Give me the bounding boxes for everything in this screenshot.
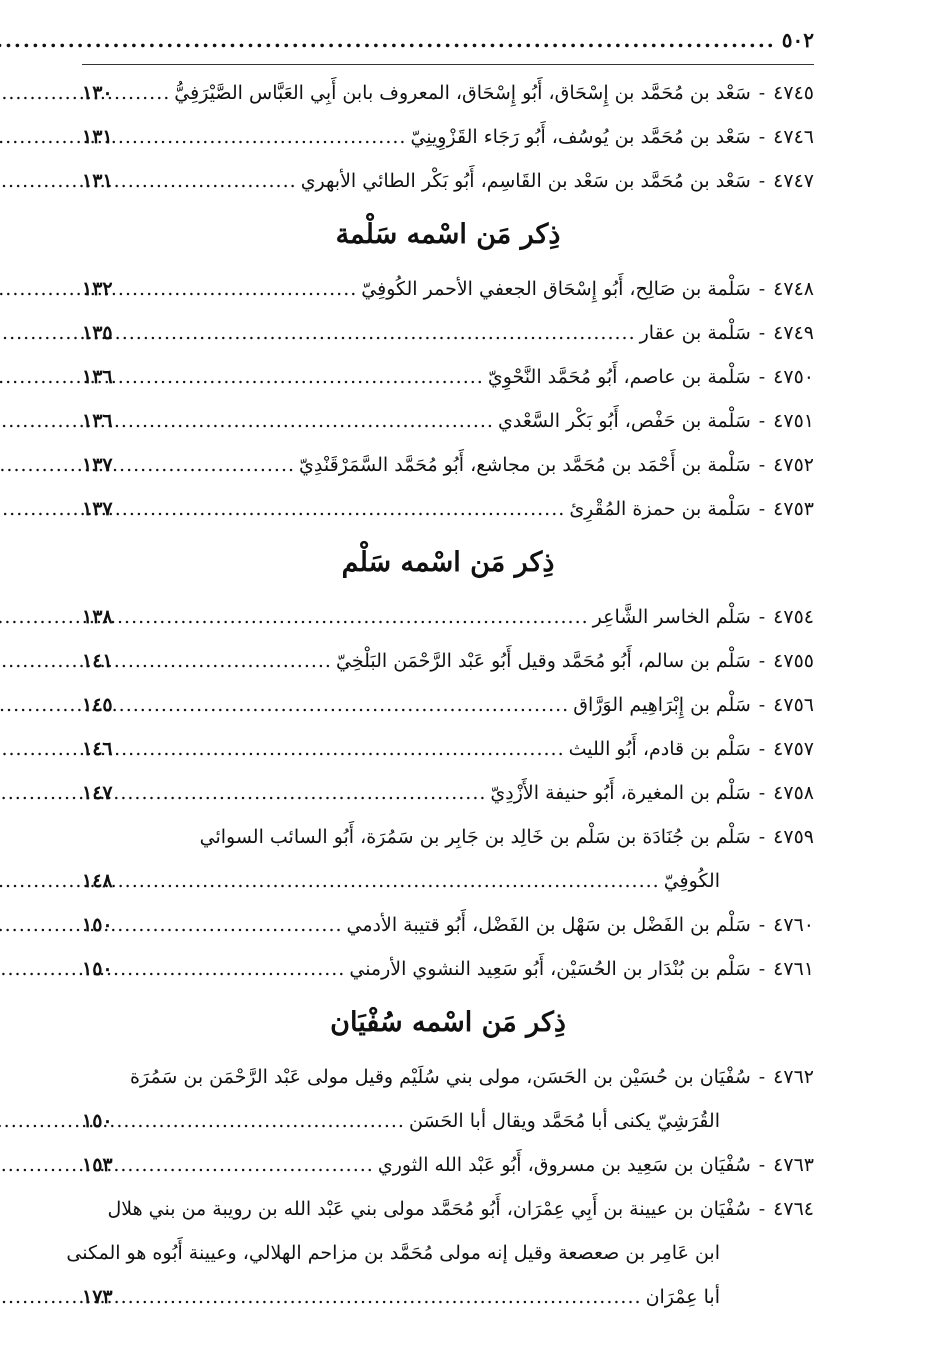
entry-page-number: ١٧٣ [82, 1286, 113, 1308]
entry-name: سُفْيَان بن سَعِيد بن مسروق، أَبُو عَبْد الله الثوري [377, 1154, 751, 1176]
index-entry [82, 815, 814, 859]
leader-dots [117, 355, 484, 399]
entry-number: ٤٧٤٦ [773, 126, 814, 148]
entry-name: سَلْمة بن عاصم، أَبُو مُحَمَّد النَّحْوِيّ [487, 366, 751, 388]
page-header [82, 28, 814, 65]
leader-dots [117, 1143, 374, 1187]
entry-dash: - [758, 170, 766, 192]
index-entry [82, 355, 814, 399]
entry-name: سَلْم بن الفَضْل بن سَهْل بن الفَضْل، أَبُو قتيبة الأدمي [346, 914, 751, 936]
entry-dash: - [758, 454, 766, 476]
index-entry [82, 443, 814, 487]
index-entry [82, 1055, 814, 1099]
index-entry [82, 639, 814, 683]
entry-number: ٤٧٥٩ [773, 826, 814, 848]
entry-dash: - [758, 410, 766, 432]
entry-number: ٤٧٤٨ [773, 278, 814, 300]
entry-name: سَلْم بن إِبْرَاهِيم الوَرَّاق [573, 694, 751, 716]
entry-dash: - [758, 1066, 766, 1088]
entry-name: سَعْد بن مُحَمَّد بن إِسْحَاق، أَبُو إِسْحَاق، المعروف بابن أَبِي العَبَّاس الصَّيْرَفِيُّ [174, 82, 751, 104]
entry-dash: - [758, 694, 766, 716]
entry-number: ٤٧٦١ [773, 958, 814, 980]
entry-number: ٤٧٤٧ [773, 170, 814, 192]
entry-dash: - [758, 606, 766, 628]
entry-page-number: ١٥٠ [82, 958, 113, 980]
entry-name: سَعْد بن مُحَمَّد بن سَعْد بن القَاسِم، أَبُو بَكْر الطائي الأبهري [300, 170, 751, 192]
entry-dash: - [758, 126, 766, 148]
entry-dash: - [758, 650, 766, 672]
entry-page-number: ١٣١ [82, 170, 113, 192]
leader-dots [117, 639, 332, 683]
entry-dash: - [758, 322, 766, 344]
page-number: ٥٠٢ [781, 28, 814, 52]
index-entry [82, 771, 814, 815]
entry-name: سُفْيَان بن حُسَيْن بن الحَسَن، مولى بني سُلَيْم وقيل مولى عَبْد الرَّحْمَن بن سَمُرَة [130, 1066, 751, 1088]
entry-number: ٤٧٦٠ [773, 914, 814, 936]
index-entry [82, 115, 814, 159]
index-entry-continuation [82, 1099, 814, 1143]
entry-page-number: ١٤١ [82, 650, 113, 672]
entry-name: سَلْم بن المغيرة، أَبُو حنيفة الأَزْدِيّ [490, 782, 751, 804]
leader-dots [117, 1275, 642, 1319]
entry-name-continued: القُرَشِيّ يكنى أبا مُحَمَّد ويقال أبا الحَسَن [408, 1110, 720, 1132]
leader-dots [117, 1099, 405, 1143]
leader-dots [117, 311, 636, 355]
entry-name: سَلْمة بن عقار [639, 322, 751, 344]
entry-name: سَلْم بن بُنْدَار بن الحُسَيْن، أَبُو سَعِيد النشوي الأرمني [349, 958, 751, 980]
index-entry [82, 311, 814, 355]
index-entry [82, 727, 814, 771]
leader-dots [117, 443, 295, 487]
entry-number: ٤٧٥٤ [773, 606, 814, 628]
entry-dash: - [758, 1198, 766, 1220]
entry-number: ٤٧٥٠ [773, 366, 814, 388]
entry-page-number: ١٣٠ [82, 82, 113, 104]
section-heading: ذِكر مَن اسْمه سَلْمة [335, 219, 561, 250]
leader-dots [117, 683, 570, 727]
entry-page-number: ١٣٧ [82, 498, 113, 520]
entry-number: ٤٧٥٢ [773, 454, 814, 476]
entry-name: سَلْمة بن أَحْمَد بن مُحَمَّد بن مجاشع، أَبُو مُحَمَّد السَّمَرْقَنْدِيّ [299, 454, 751, 476]
entry-number: ٤٧٥٦ [773, 694, 814, 716]
entry-page-number: ١٣٦ [82, 366, 113, 388]
entry-number: ٤٧٥٥ [773, 650, 814, 672]
entry-page-number: ١٤٥ [82, 694, 113, 716]
index-entry [82, 683, 814, 727]
index-entry [82, 1187, 814, 1231]
entry-page-number: ١٣٢ [82, 278, 113, 300]
entry-number: ٤٧٤٥ [773, 82, 814, 104]
entry-dash: - [758, 958, 766, 980]
leader-dots [117, 859, 660, 903]
entry-number: ٤٧٦٤ [773, 1198, 814, 1220]
entry-dash: - [758, 278, 766, 300]
entry-name: سَلْم الخاسر الشَّاعِر [592, 606, 751, 628]
index-entry [82, 903, 814, 947]
leader-dots [117, 727, 565, 771]
entry-page-number: ١٣٦ [82, 410, 113, 432]
leader-dots [117, 487, 566, 531]
leader-dots [117, 159, 297, 203]
entry-number: ٤٧٥١ [773, 410, 814, 432]
entry-dash: - [758, 738, 766, 760]
index-entry-continuation [82, 859, 814, 903]
leader-dots [117, 771, 487, 815]
index-entry [82, 595, 814, 639]
index-entry [82, 399, 814, 443]
entry-dash: - [758, 366, 766, 388]
entry-dash: - [758, 914, 766, 936]
entry-dash: - [758, 498, 766, 520]
entry-page-number: ١٥٠ [82, 914, 113, 936]
entry-page-number: ١٣٧ [82, 454, 113, 476]
entry-name-continued: الكُوفِيّ [663, 870, 720, 892]
entry-dash: - [758, 782, 766, 804]
entry-dash: - [758, 826, 766, 848]
entry-name: سَلْم بن سالم، أَبُو مُحَمَّد وقيل أَبُو عَبْد الرَّحْمَن البَلْخِيّ [335, 650, 751, 672]
entry-dash: - [758, 82, 766, 104]
entry-page-number: ١٣٨ [82, 606, 113, 628]
index-entry [82, 159, 814, 203]
index-entry [82, 487, 814, 531]
index-entry-continuation [82, 1275, 814, 1319]
entry-number: ٤٧٥٨ [773, 782, 814, 804]
entry-name: سَلْم بن قادم، أَبُو الليث [568, 738, 751, 760]
index-page [66, 28, 814, 1319]
entry-page-number: ١٥٠ [82, 1110, 113, 1132]
entry-page-number: ١٥٣ [82, 1154, 113, 1176]
entry-page-number: ١٤٧ [82, 782, 113, 804]
entry-name: سَعْد بن مُحَمَّد بن يُوسُف، أَبُو رَجَاء القَزْوِينِيّ [410, 126, 751, 148]
index-entry [82, 267, 814, 311]
leader-dots [117, 115, 407, 159]
entry-name-continued: أبا عِمْرَان [645, 1286, 720, 1308]
leader-dots [117, 267, 358, 311]
entry-page-number: ١٤٨ [82, 870, 113, 892]
leader-dots [117, 399, 494, 443]
entry-number: ٤٧٥٣ [773, 498, 814, 520]
index-entry [82, 71, 814, 115]
entry-number: ٤٧٤٩ [773, 322, 814, 344]
index-entry-continuation [66, 1231, 814, 1275]
entry-name: سُفْيَان بن عيينة بن أَبِي عِمْرَان، أَبُو مُحَمَّد مولى بني عَبْد الله بن رويبة من بني هلال [107, 1198, 751, 1220]
entry-number: ٤٧٦٣ [773, 1154, 814, 1176]
entry-name: سَلْم بن جُنَادَة بن سَلْم بن خَالِد بن جَابِر بن سَمُرَة، أَبُو السائب السوائي [199, 826, 751, 848]
entry-number: ٤٧٦٢ [773, 1066, 814, 1088]
entry-name: سَلْمة بن حمزة المُقْرِئ [569, 498, 751, 520]
section-heading: ذِكر مَن اسْمه سُفْيَان [330, 1007, 566, 1038]
index-entries [66, 71, 814, 1319]
entry-page-number: ١٤٦ [82, 738, 113, 760]
entry-name: سَلْمة بن صَالِح، أَبُو إِسْحَاق الجعفي الأحمر الكُوفِيّ [361, 278, 751, 300]
entry-number: ٤٧٥٧ [773, 738, 814, 760]
index-entry [82, 1143, 814, 1187]
entry-name-continued: ابن عَامِر بن صعصعة وقيل إنه مولى مُحَمَّد بن مزاحم الهلالي، وعيينة أَبُوه هو المكنى [66, 1242, 720, 1264]
entry-dash: - [758, 1154, 766, 1176]
index-entry [82, 947, 814, 991]
leader-dots [0, 28, 776, 52]
leader-dots [117, 595, 589, 639]
leader-dots [117, 947, 346, 991]
entry-page-number: ١٣١ [82, 126, 113, 148]
leader-dots [117, 903, 343, 947]
leader-dots [117, 71, 171, 115]
section-heading: ذِكر مَن اسْمه سَلْم [341, 547, 555, 578]
entry-page-number: ١٣٥ [82, 322, 113, 344]
entry-name: سَلْمة بن حَفْص، أَبُو بَكْر السَّعْدي [497, 410, 751, 432]
